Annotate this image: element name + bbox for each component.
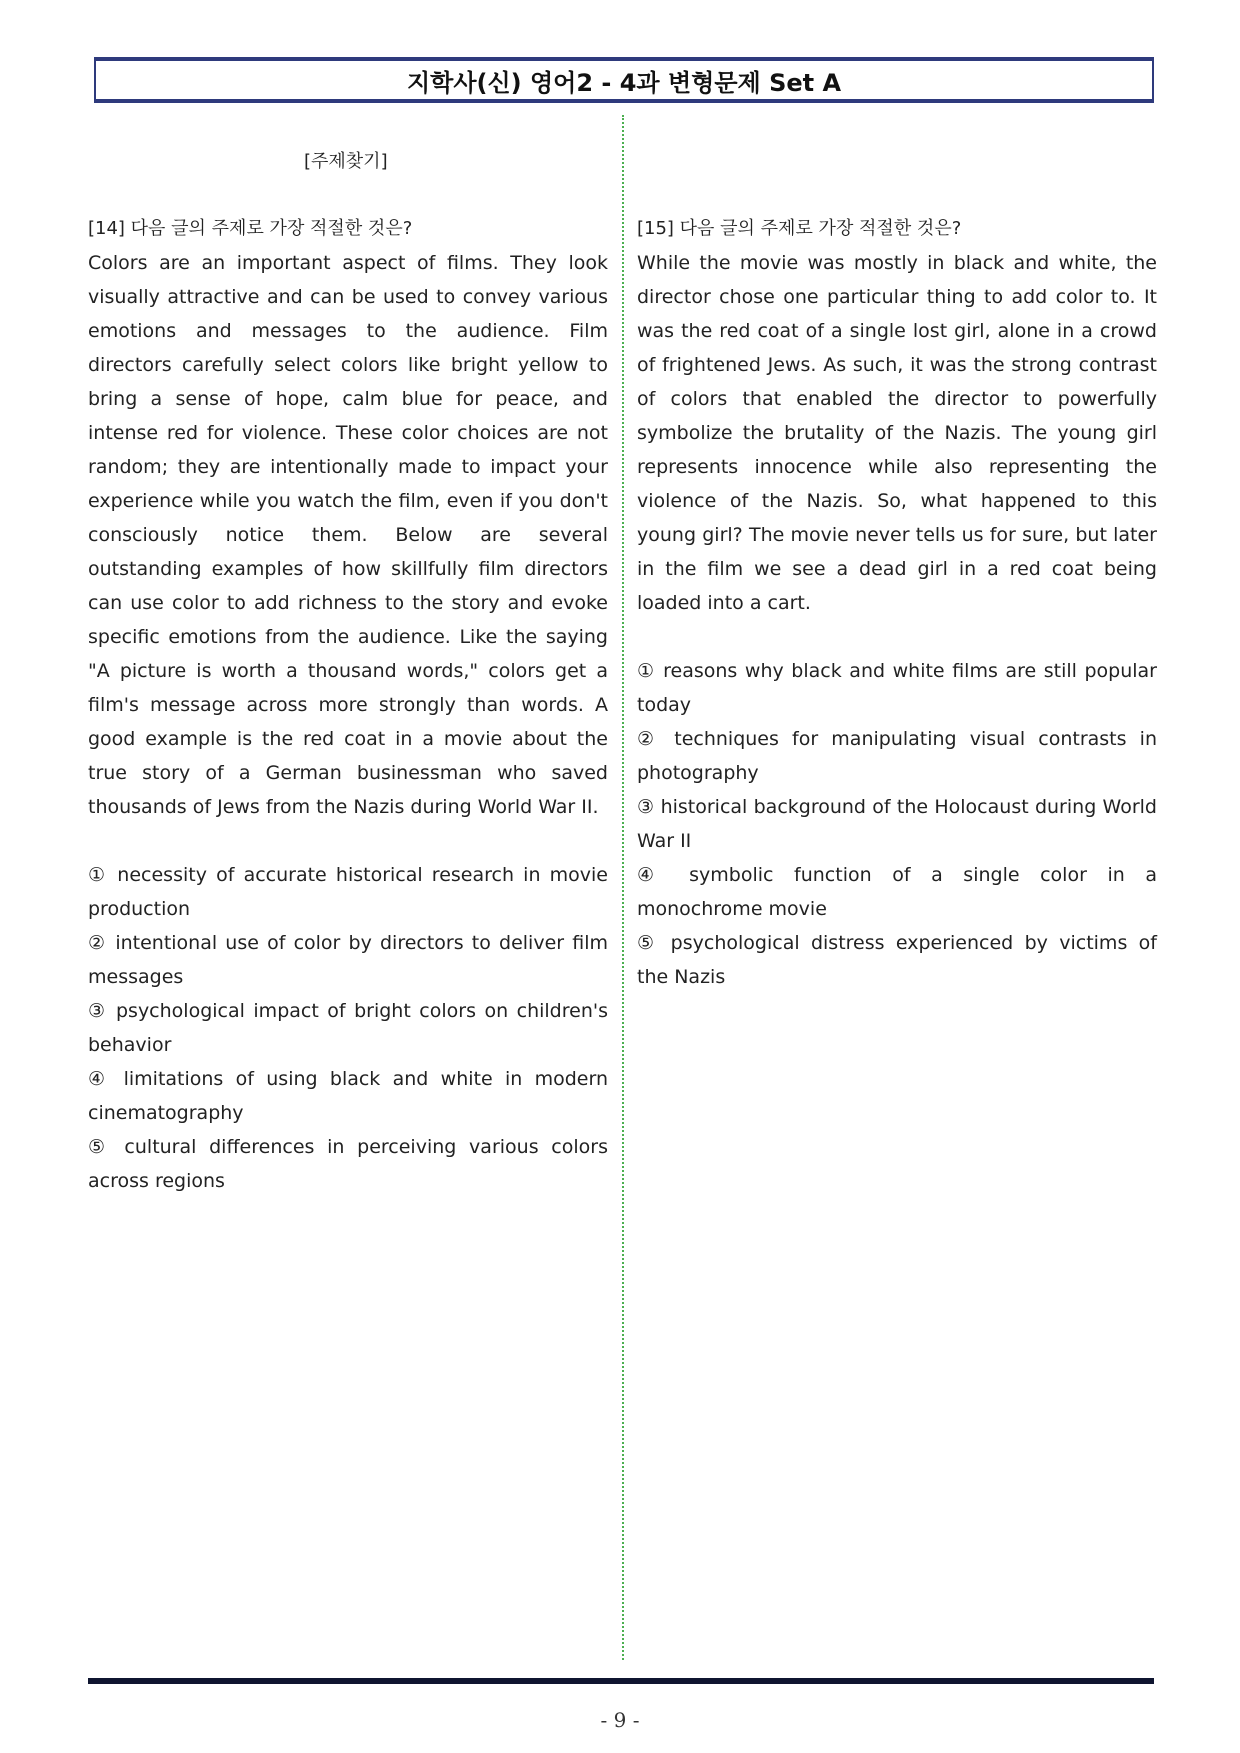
footer-rule: [88, 1678, 1154, 1684]
section-title: [주제찾기]: [304, 151, 388, 172]
question-14-option-3[interactable]: ③ psychological impact of bright colors on children's behavior: [88, 1000, 608, 1056]
question-14-passage: Colors are an important aspect of films. They look visually attractive and can be used to convey various emotions and messages to the audience. Film directors carefully select colors like bright yellow to bring a sense of hope, calm blue for peace, and intense red for violence. These color choices are not random; they are intentionally made to impact your experience while you watch the film, even if you don't consciously notice them. Below are several outstanding examples of how skillfully film directors can use color to add richness to the story and evoke specific emotions from the audience. Like the saying "A picture is worth a thousand words," colors get a film's message across more strongly than words. A good example is the red coat in a movie about the true story of a German businessman who saved thousands of Jews from the Nazis during World War II.: [88, 252, 608, 818]
page-title-text: 지학사(신) 영어2 - 4과 변형문제 Set A: [406, 68, 842, 97]
question-15-option-2[interactable]: ② techniques for manipulating visual contrasts in photography: [637, 728, 1157, 784]
question-14-options: [88, 858, 608, 1198]
question-15-option-5[interactable]: ⑤ psychological distress experienced by victims of the Nazis: [637, 932, 1157, 988]
question-14-option-1[interactable]: ① necessity of accurate historical research in movie production: [88, 864, 608, 920]
question-14-head: [14] 다음 글의 주제로 가장 적절한 것은?: [88, 218, 413, 239]
page-number: - 9 -: [600, 1708, 640, 1732]
column-divider: [622, 115, 624, 1660]
question-15-passage: While the movie was mostly in black and white, the director chose one particular thing to add color to. It was the red coat of a single lost girl, alone in a crowd of frightened Jews. As such, it was the strong contrast of colors that enabled the director to powerfully symbolize the brutality of the Nazis. The young girl represents innocence while also representing the violence of the Nazis. So, what happened to this young girl? The movie never tells us for sure, but later in the film we see a dead girl in a red coat being loaded into a cart.: [637, 252, 1157, 614]
question-15-option-4[interactable]: ④ symbolic function of a single color in a monochrome movie: [637, 864, 1157, 920]
question-15-option-1[interactable]: ① reasons why black and white films are still popular today: [637, 660, 1157, 716]
question-15-option-3[interactable]: ③ historical background of the Holocaust during World War II: [637, 796, 1157, 852]
question-14: [88, 212, 608, 1198]
question-14-option-5[interactable]: ⑤ cultural differences in perceiving various colors across regions: [88, 1136, 608, 1192]
question-15: [637, 212, 1157, 994]
question-14-option-2[interactable]: ② intentional use of color by directors to deliver film messages: [88, 932, 608, 988]
page-title: [94, 57, 1154, 103]
question-14-option-4[interactable]: ④ limitations of using black and white in modern cinematography: [88, 1068, 608, 1124]
question-15-options: [637, 654, 1157, 994]
question-15-head: [15] 다음 글의 주제로 가장 적절한 것은?: [637, 218, 962, 239]
